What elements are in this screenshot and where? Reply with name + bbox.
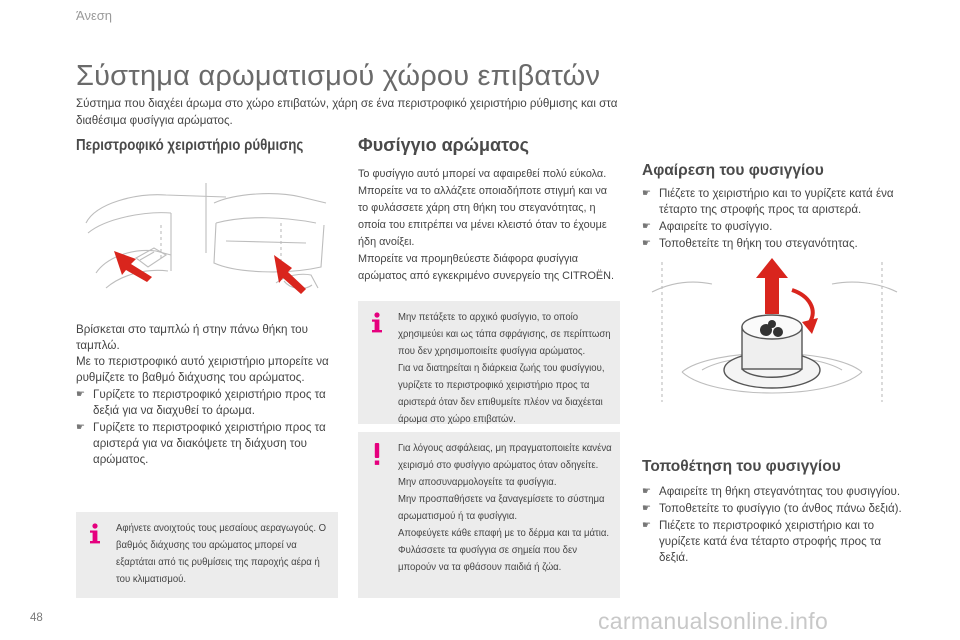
cartridge-removal-illustration bbox=[642, 252, 900, 412]
arrow-bullet-icon: ☛ bbox=[642, 520, 651, 531]
rotate-arrow-icon bbox=[792, 290, 813, 322]
warning-note-safety bbox=[358, 432, 620, 598]
dial-steps bbox=[76, 387, 338, 468]
cartridge-description bbox=[358, 166, 618, 285]
info-note-vents bbox=[76, 512, 338, 598]
page-number: 48 bbox=[30, 612, 43, 624]
cartridge-heading: Φυσίγγιο αρώματος bbox=[358, 135, 529, 155]
note-text: Μην πετάξετε το αρχικό φυσίγγιο, το οποίο χρησιμεύει και ως τάπα σφράγισης, σε περίπτωση που δεν χρησιμοποιείτε φυσίγγια αρώματος. bbox=[398, 312, 611, 357]
note-text: Φυλάσσετε τα φυσίγγια σε σημεία που δεν μπορούν να τα φθάσουν παιδιά ή ζώα. bbox=[398, 545, 578, 573]
paragraph: Μπορείτε να προμηθεύεστε διάφορα φυσίγγια αρώματος από εγκεκριμένο συνεργείο της CITROËN. bbox=[358, 253, 614, 282]
arrow-bullet-icon: ☛ bbox=[76, 389, 85, 400]
note-text: Αφήνετε ανοιχτούς τους μεσαίους αεραγωγούς. Ο βαθμός διάχυσης του αρώματος μπορεί να εξαρτάται από τις ρυθμίσεις της παροχής αέρα ή του κλιματισμού. bbox=[116, 523, 327, 585]
list-item: ☛ Τοποθετείτε τη θήκη του στεγανότητας. bbox=[642, 237, 858, 250]
page-title: Σύστημα αρωματισμού χώρου επιβατών bbox=[76, 60, 601, 92]
dial-description bbox=[76, 322, 338, 468]
note-text: Για λόγους ασφάλειας, μη πραγματοποιείτε κανένα χειρισμό στο φυσίγγιο αρώματος όταν οδηγείτε. bbox=[398, 443, 612, 471]
arrow-bullet-icon: ☛ bbox=[642, 486, 651, 497]
note-text: Μην αποσυναρμολογείτε τα φυσίγγια. bbox=[398, 477, 557, 488]
info-icon bbox=[366, 311, 388, 335]
installation-heading: Τοποθέτηση του φυσιγγίου bbox=[642, 458, 841, 475]
arrow-bullet-icon: ☛ bbox=[642, 188, 651, 199]
intro-text: Σύστημα που διαχέει άρωμα στο χώρο επιβατών, χάρη σε ένα περιστροφικό χειριστήριο ρύθμισης και στα διαθέσιμα φυσίγγια αρώματος. bbox=[76, 97, 618, 127]
paragraph: Βρίσκεται στο ταμπλώ ή στην πάνω θήκη του ταμπλώ. bbox=[76, 323, 308, 352]
dial-arrow-icon bbox=[114, 251, 152, 282]
dashboard-dial-illustration bbox=[76, 163, 336, 313]
list-item: ☛ Γυρίζετε το περιστροφικό χειριστήριο προς τα αριστερά για να διακόψετε τη διάχυση του αρώματος. bbox=[76, 421, 326, 466]
list-item: ☛ Πιέζετε το χειριστήριο και το γυρίζετε κατά ένα τέταρτο της στροφής προς τα αριστερά. bbox=[642, 187, 894, 216]
removal-heading: Αφαίρεση του φυσιγγίου bbox=[642, 162, 824, 179]
paragraph: Μπορείτε να το αλλάζετε οποιαδήποτε στιγμή και να το φυλάσσετε χάρη στη θήκη του στεγανότητας, η οποία του επιτρέπει να μένει κλειστό όταν το έχουμε ήδη ανοίξει. bbox=[358, 185, 608, 248]
list-item: ☛ Τοποθετείτε το φυσίγγιο (το άνθος πάνω δεξιά). bbox=[642, 502, 902, 515]
note-text: Αποφεύγετε κάθε επαφή με το δέρμα και τα μάτια. bbox=[398, 528, 610, 539]
paragraph: Το φυσίγγιο αυτό μπορεί να αφαιρεθεί πολύ εύκολα. bbox=[358, 168, 607, 180]
arrow-bullet-icon: ☛ bbox=[642, 221, 651, 232]
list-item: ☛ Γυρίζετε το περιστροφικό χειριστήριο προς τα δεξιά για να διαχυθεί το άρωμα. bbox=[76, 388, 326, 417]
note-text: Μην προσπαθήσετε να ξαναγεμίσετε το σύστημα αρωματισμού ή τα φυσίγγια. bbox=[398, 494, 605, 522]
arrow-bullet-icon: ☛ bbox=[642, 503, 651, 514]
list-item: ☛ Αφαιρείτε το φυσίγγιο. bbox=[642, 220, 773, 233]
warning-icon bbox=[366, 442, 388, 466]
list-item: ☛ Αφαιρείτε τη θήκη στεγανότητας του φυσιγγίου. bbox=[642, 485, 901, 498]
watermark: carmanualsonline.info bbox=[598, 608, 829, 634]
pull-up-arrow-icon bbox=[756, 258, 788, 314]
info-icon bbox=[84, 522, 106, 546]
installation-steps bbox=[642, 483, 904, 566]
section-tag: Άνεση bbox=[76, 8, 112, 23]
arrow-bullet-icon: ☛ bbox=[76, 422, 85, 433]
list-item: ☛ Πιέζετε το περιστροφικό χειριστήριο και το γυρίζετε κατά ένα τέταρτο στροφής προς τα δεξιά. bbox=[642, 519, 882, 564]
paragraph: Με το περιστροφικό αυτό χειριστήριο μπορείτε να ρυθμίζετε το βαθμό διάχυσης του αρώματος. bbox=[76, 355, 329, 384]
note-text: Για να διατηρείται η διάρκεια ζωής του φυσίγγιου, γυρίζετε το περιστροφικό χειριστήριο προς τα αριστερά όταν δεν επιθυμείτε πλέον να διαχέεται άρωμα στο χώρο επιβατών. bbox=[398, 363, 605, 425]
arrow-bullet-icon: ☛ bbox=[642, 238, 651, 249]
dial-heading: Περιστροφικό χειριστήριο ρύθμισης bbox=[76, 137, 304, 154]
info-note-cartridge bbox=[358, 301, 620, 424]
removal-steps bbox=[642, 185, 904, 252]
